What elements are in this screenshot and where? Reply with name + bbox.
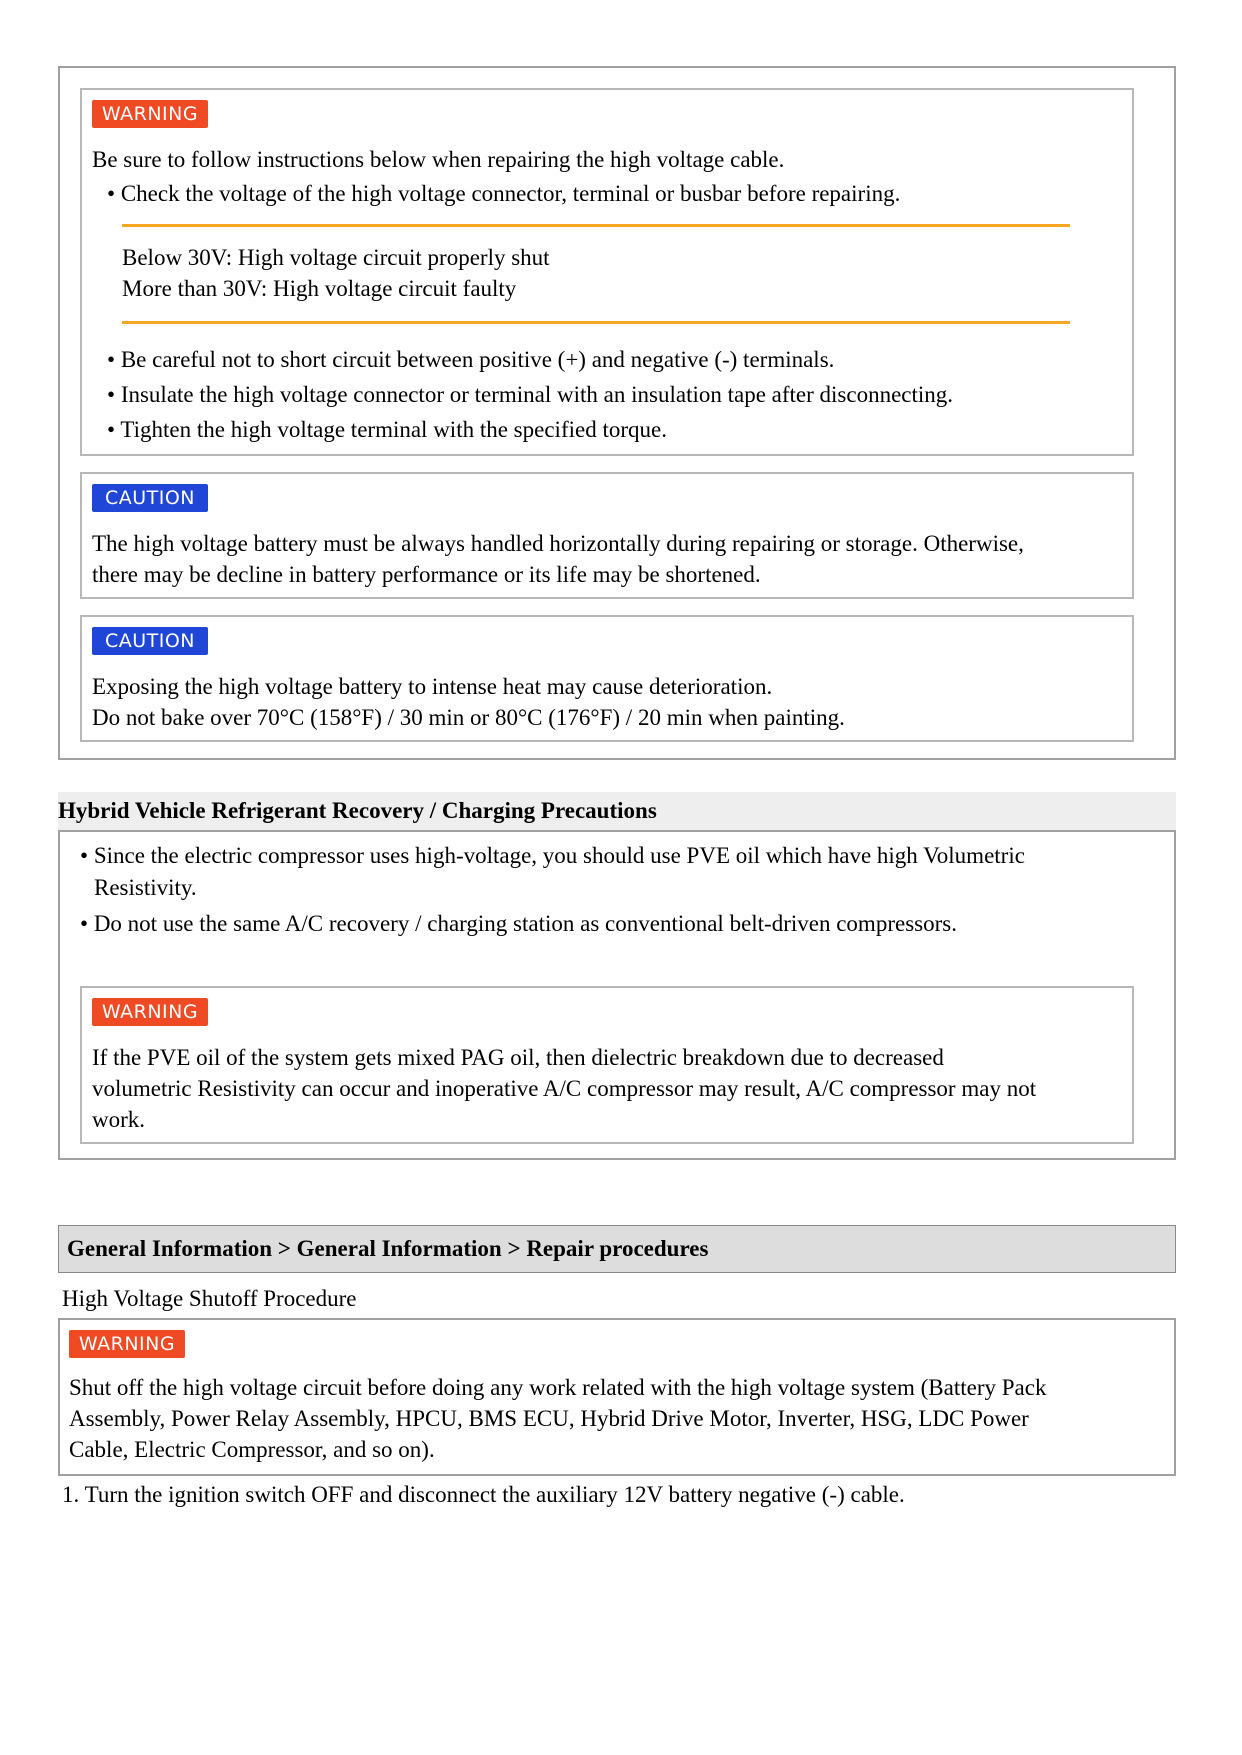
bullet-check-voltage: • Check the voltage of the high voltage connector, terminal or busbar before repairing. [107, 181, 901, 206]
warning-text-line1: If the PVE oil of the system gets mixed PAG oil, then dielectric breakdown due to decreased [92, 1045, 944, 1070]
procedure-step-1: 1. Turn the ignition switch OFF and disconnect the auxiliary 12V battery negative (-) cable. [62, 1482, 905, 1507]
breadcrumb: General Information > General Information > Repair procedures [58, 1225, 1176, 1273]
bullet-insulate: • Insulate the high voltage connector or terminal with an insulation tape after disconnecting. [107, 382, 954, 407]
bullet-text: Since the electric compressor uses high-voltage, you should use PVE oil which have high Volumetric [93, 843, 1025, 868]
caution-text-line1: The high voltage battery must be always handled horizontally during repairing or storage. Otherwise, [92, 531, 1024, 556]
warning-box-cable [80, 88, 1134, 456]
caution-box-heat [80, 615, 1134, 742]
warning-intro: Be sure to follow instructions below when repairing the high voltage cable. [92, 147, 785, 172]
warning-badge: WARNING [92, 100, 208, 128]
refrigerant-section-title: Hybrid Vehicle Refrigerant Recovery / Charging Precautions [58, 792, 1176, 830]
bullet-text: Insulate the high voltage connector or terminal with an insulation tape after disconnecting. [120, 382, 954, 407]
procedure-subtitle: High Voltage Shutoff Procedure [62, 1286, 357, 1311]
bullet-text: Check the voltage of the high voltage connector, terminal or busbar before repairing. [120, 181, 901, 206]
bullet-text: Be careful not to short circuit between positive (+) and negative (-) terminals. [120, 347, 835, 372]
bullet-short-circuit: • Be careful not to short circuit between positive (+) and negative (-) terminals. [107, 347, 835, 372]
bullet-text: Do not use the same A/C recovery / charging station as conventional belt-driven compressors. [93, 911, 957, 936]
refrigerant-bullet-station: • Do not use the same A/C recovery / charging station as conventional belt-driven compressors. [80, 911, 957, 936]
divider-bottom [122, 321, 1070, 324]
warning-text-line3: work. [92, 1107, 146, 1132]
refrigerant-bullet-pve-cont: Resistivity. [94, 875, 197, 900]
warning-box-shutoff [58, 1318, 1176, 1476]
bullet-text: Tighten the high voltage terminal with the specified torque. [120, 417, 667, 442]
caution-box-horizontal [80, 472, 1134, 599]
warning-text-line2: Assembly, Power Relay Assembly, HPCU, BMS ECU, Hybrid Drive Motor, Inverter, HSG, LDC Power [69, 1406, 1029, 1431]
caution-text-line1: Exposing the high voltage battery to intense heat may cause deterioration. [92, 674, 773, 699]
warning-text-line1: Shut off the high voltage circuit before doing any work related with the high voltage system (Battery Pack [69, 1375, 1047, 1400]
refrigerant-bullet-pve: • Since the electric compressor uses high-voltage, you should use PVE oil which have high Volumetric [80, 843, 1025, 868]
warning-text-line2: volumetric Resistivity can occur and inoperative A/C compressor may result, A/C compressor may not [92, 1076, 1037, 1101]
caution-text-line2: Do not bake over 70°C (158°F) / 30 min or 80°C (176°F) / 20 min when painting. [92, 705, 845, 730]
voltage-above: More than 30V: High voltage circuit faulty [122, 276, 517, 301]
warning-text-line3: Cable, Electric Compressor, and so on). [69, 1437, 435, 1462]
warning-box-pve-oil [80, 986, 1134, 1144]
bullet-tighten: • Tighten the high voltage terminal with the specified torque. [107, 417, 667, 442]
divider-top [122, 224, 1070, 227]
voltage-below: Below 30V: High voltage circuit properly shut [122, 245, 550, 270]
warning-badge: WARNING [69, 1330, 185, 1358]
caution-badge: CAUTION [92, 484, 208, 512]
caution-badge: CAUTION [92, 627, 208, 655]
warning-badge: WARNING [92, 998, 208, 1026]
caution-text-line2: there may be decline in battery performance or its life may be shortened. [92, 562, 761, 587]
